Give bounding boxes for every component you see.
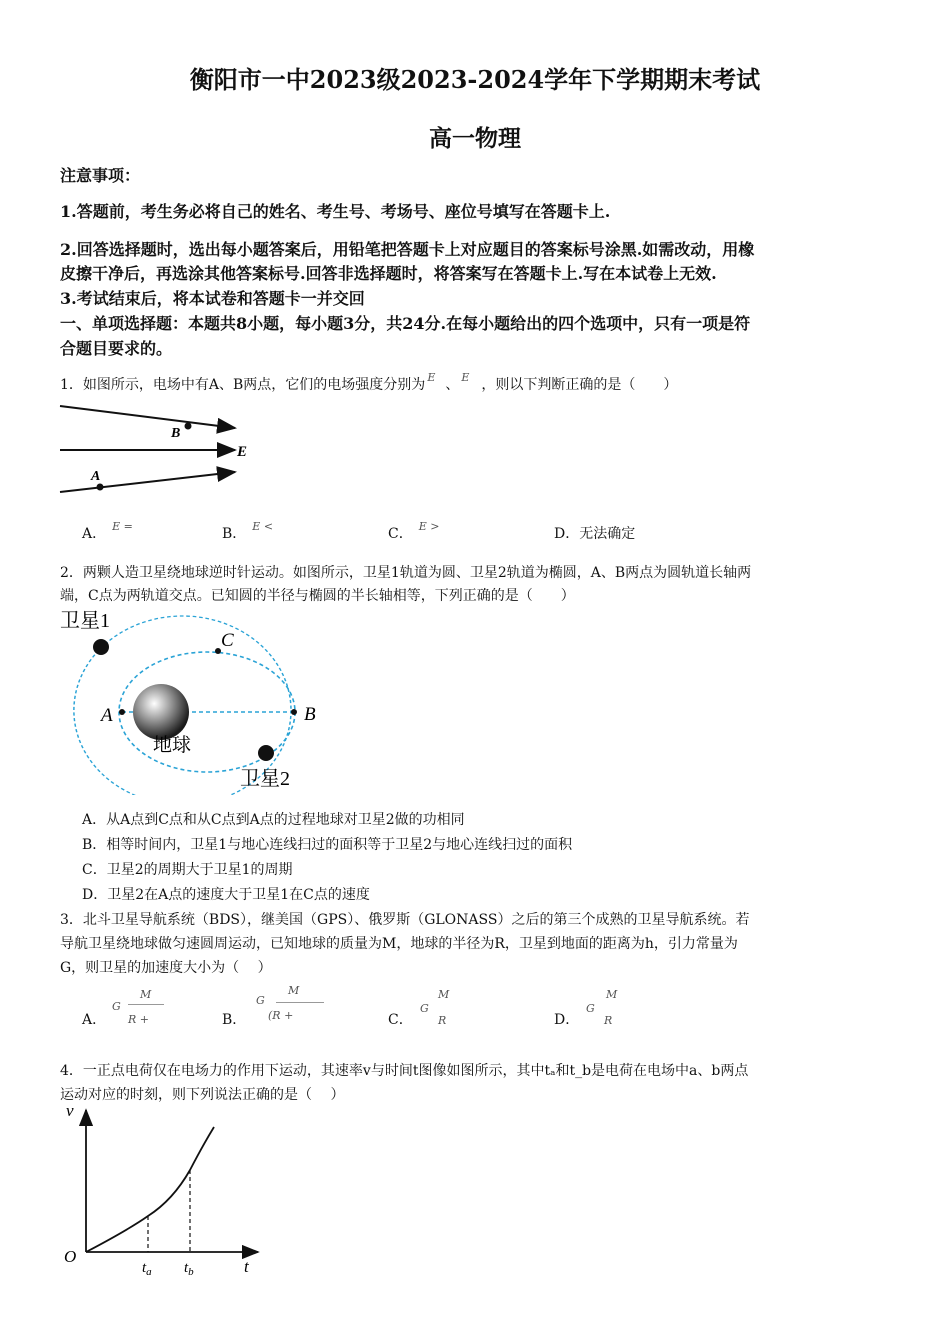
ta-label — [142, 1260, 152, 1278]
q4-stem-1: 4．一正点电荷仅在电场力的作用下运动，其速率v与时间t图像如图所示，其中tₐ和t_b是电荷在电场中a、b两点 — [60, 1063, 749, 1079]
q3-option-a-bar — [128, 1004, 164, 1005]
q1-option-a — [82, 520, 133, 543]
sat1-label: 卫星1 — [60, 610, 110, 632]
q1-stem-a: 1．如图所示，电场中有A、B两点，它们的电场强度分别为 — [60, 377, 426, 393]
q3-option-b-den: (R + — [268, 1009, 294, 1022]
q2-option-c: C．卫星2的周期大于卫星1的周期 — [82, 862, 293, 878]
label-a: A — [91, 469, 101, 484]
label-c: C — [221, 630, 234, 651]
tb-main: t — [184, 1260, 189, 1276]
point-a-dot — [97, 484, 104, 491]
origin-label: O — [64, 1247, 77, 1266]
q3-option-c-den: R — [438, 1014, 447, 1027]
q2-option-d: D．卫星2在A点的速度大于卫星1在C点的速度 — [82, 887, 370, 903]
label-b: B — [171, 426, 181, 441]
q3-option-a — [82, 988, 202, 1032]
q2-stem-1: 2．两颗人造卫星绕地球逆时针运动。如图所示，卫星1轨道为圆、卫星2轨道为椭圆，A、B两点为圆轨道长轴两 — [60, 565, 752, 581]
q3-option-d-den: R — [604, 1014, 613, 1027]
ta-main: t — [142, 1260, 147, 1276]
notice-item-3: 3.考试结束后，将本试卷和答题卡一并交回 — [60, 289, 365, 308]
q1-option-b — [222, 520, 274, 543]
label-e: E — [237, 444, 248, 460]
q3-option-b — [222, 984, 342, 1032]
satellite-2-dot — [258, 745, 274, 761]
q3-option-d — [554, 988, 654, 1032]
q3-option-b-letter: B． — [222, 1012, 247, 1028]
q1-option-b-letter: B． — [222, 526, 247, 542]
q1-option-c — [388, 520, 440, 543]
q3-stem-3: G，则卫星的加速度大小为（ ） — [60, 960, 272, 976]
satellite-1-dot — [93, 639, 109, 655]
q3-option-d-num: M — [606, 988, 618, 1001]
q1-option-b-math: E < — [252, 520, 274, 533]
tb-label — [184, 1260, 194, 1278]
q1-option-a-math: E = — [112, 520, 133, 533]
q3-option-a-letter: A． — [82, 1012, 107, 1028]
earth-sphere — [133, 684, 189, 740]
subject-title: 高一物理 — [429, 125, 521, 152]
label-b: B — [304, 704, 316, 725]
q1-e-a: E — [427, 371, 436, 384]
notice-heading: 注意事项： — [60, 166, 141, 185]
q1-option-c-math: E > — [418, 520, 440, 533]
q1-option-d-letter: D． — [554, 526, 580, 542]
q3-option-a-g: G — [112, 1000, 121, 1013]
q3-stem-2: 导航卫星绕地球做匀速圆周运动，已知地球的质量为M，地球的半径为R，卫星到地面的距离为h，引力常量为 — [60, 936, 738, 952]
tb-sub: b — [188, 1266, 194, 1278]
q1-option-d — [554, 523, 635, 543]
q3-option-b-num: M — [288, 984, 300, 997]
q3-option-a-den: R + — [128, 1013, 149, 1026]
point-b-dot — [291, 709, 297, 715]
section-heading-2: 合题目要求的。 — [60, 339, 173, 358]
earth-label: 地球 — [153, 735, 192, 756]
q3-option-a-num: M — [140, 988, 152, 1001]
q3-option-c — [388, 988, 488, 1032]
q1-e-b: E — [461, 371, 470, 384]
t-label: t — [244, 1257, 249, 1276]
q1-stem — [60, 371, 678, 394]
q2-option-b: B．相等时间内，卫星1与地心连线扫过的面积等于卫星2与地心连线扫过的面积 — [82, 837, 573, 853]
q1-sep: 、 — [445, 377, 460, 393]
v-label: v — [66, 1101, 74, 1120]
notice-item-1: 1.答题前，考生务必将自己的姓名、考生号、考场号、座位号填写在答题卡上. — [60, 202, 611, 221]
q3-option-b-bar — [276, 1002, 324, 1003]
label-a: A — [101, 705, 113, 726]
q2-stem-2: 端，C点为两轨道交点。已知圆的半径与椭圆的半长轴相等，下列正确的是（ ） — [60, 588, 575, 604]
notice-item-2a: 2.回答选择题时，选出每小题答案后，用铅笔把答题卡上对应题目的答案标号涂黑.如需改动，用橡 — [60, 240, 755, 259]
q3-option-d-letter: D． — [554, 1012, 580, 1028]
q1-stem-b: ，则以下判断正确的是（ ） — [481, 377, 678, 393]
field-line-bottom — [60, 472, 235, 492]
q3-option-c-num: M — [438, 988, 450, 1001]
q2-orbit-figure — [55, 605, 345, 795]
point-b-dot — [185, 423, 192, 430]
point-a-dot — [119, 709, 125, 715]
q1-option-c-letter: C． — [388, 526, 413, 542]
exam-title: 衡阳市一中2023级2023-2024学年下学期期末考试 — [189, 65, 761, 94]
field-line-top — [60, 406, 235, 428]
q2-option-a: A．从A点到C点和从C点到A点的过程地球对卫星2做的功相同 — [82, 812, 465, 828]
ta-sub: a — [146, 1266, 152, 1278]
q4-stem-2: 运动对应的时刻，则下列说法正确的是（ ） — [60, 1087, 345, 1103]
q3-option-d-g: G — [586, 1002, 595, 1015]
q3-option-c-g: G — [420, 1002, 429, 1015]
q1-field-figure — [55, 398, 265, 498]
velocity-curve — [86, 1127, 214, 1252]
q3-option-c-letter: C． — [388, 1012, 413, 1028]
q1-option-d-text: 无法确定 — [579, 526, 636, 542]
q3-option-b-g: G — [256, 994, 265, 1007]
sat2-label: 卫星2 — [240, 768, 290, 790]
section-heading-1: 一、单项选择题：本题共8小题，每小题3分，共24分.在每小题给出的四个选项中，只有一项是符 — [60, 314, 751, 333]
q4-vt-graph — [58, 1100, 278, 1280]
q3-stem-1: 3．北斗卫星导航系统（BDS），继美国（GPS）、俄罗斯（GLONASS）之后的第三个成熟的卫星导航系统。若 — [60, 912, 750, 928]
notice-item-2b: 皮擦干净后，再选涂其他答案标号.回答非选择题时，将答案写在答题卡上.写在本试卷上无效. — [60, 264, 717, 283]
q1-option-a-letter: A． — [82, 526, 107, 542]
